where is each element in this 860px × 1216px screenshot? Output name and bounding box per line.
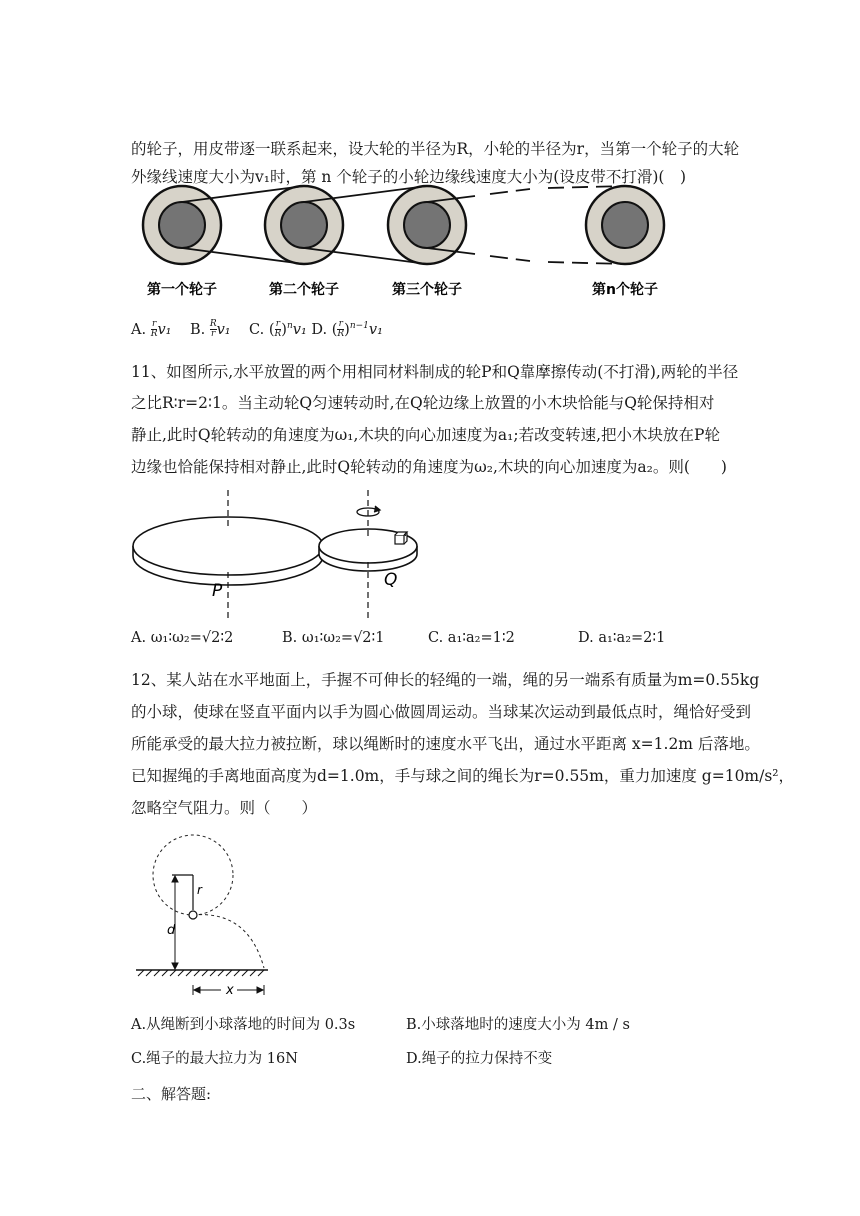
- label-x: x: [226, 983, 234, 998]
- q12-option-d: D.绳子的拉力保持不变: [406, 1051, 553, 1067]
- q11-option-d: D. a₁∶a₂=2∶1: [578, 630, 666, 646]
- projectile-path: [193, 915, 264, 968]
- q11-text-line4: 边缘也恰能保持相对静止,此时Q轮转动的角速度为ω₂,木块的向心加速度为a₂。则( ): [131, 458, 727, 476]
- q12-option-b: B.小球落地时的速度大小为 4m / s: [406, 1017, 630, 1033]
- q10-text-line2: 外缘线速度大小为v₁时，第 n 个轮子的小轮边缘线速度大小为(设皮带不打滑)( ): [131, 168, 686, 186]
- q11-text-line2: 之比R∶r=2∶1。当主动轮Q匀速转动时,在Q轮边缘上放置的小木块恰能与Q轮保持相对: [131, 394, 715, 412]
- q11-option-c: C. a₁∶a₂=1∶2: [428, 630, 515, 646]
- q12-text-line5: 忽略空气阻力。则（ ）: [131, 799, 318, 817]
- wheel-label-2: 第二个轮子: [269, 282, 339, 298]
- q11-text-line1: 11、如图所示,水平放置的两个用相同材料制成的轮P和Q靠摩擦传动(不打滑),两轮的半径: [131, 363, 739, 381]
- q10-wheels-figure: [130, 180, 690, 302]
- label-d: d: [167, 923, 176, 938]
- q10-option-a: A. $\frac{r}{R}$ v₁: [131, 319, 172, 339]
- q10-option-c: C. ( $\frac{r}{R}$ )$^n$v₁: [249, 319, 307, 339]
- q11-text-line3: 静止,此时Q轮转动的角速度为ω₁,木块的向心加速度为a₁;若改变转速,把小木块放在P轮: [131, 426, 720, 444]
- q12-option-a: A.从绳断到小球落地的时间为 0.3s: [131, 1017, 356, 1033]
- q12-text-line2: 的小球，使球在竖直平面内以手为圆心做圆周运动。当球某次运动到最低点时，绳恰好受到: [131, 703, 752, 721]
- ground: [136, 970, 268, 976]
- label-q: Q: [384, 570, 398, 590]
- wheel-label-3: 第三个轮子: [392, 282, 462, 298]
- q11-wheels-figure: [125, 490, 435, 620]
- q12-figure: [130, 830, 290, 1000]
- section-heading: 二、解答题:: [131, 1085, 212, 1103]
- q10-option-b: B. $\frac{R}{r}$ v₁: [189, 319, 231, 339]
- q10-options: [131, 320, 383, 339]
- q11-option-b: B. ω₁∶ω₂=√2∶1: [282, 630, 385, 646]
- q10-option-d: D. ( $\frac{r}{R}$ )$^{n-1}$v₁: [311, 319, 383, 339]
- q12-text-line4: 已知握绳的手离地面高度为d=1.0m，手与球之间的绳长为r=0.55m，重力加速度 g=10m/s²，: [131, 767, 795, 785]
- q12-option-c: C.绳子的最大拉力为 16N: [131, 1051, 298, 1067]
- wheel-label-n: 第n个轮子: [592, 282, 658, 298]
- wheel-label-1: 第一个轮子: [147, 282, 217, 298]
- ball: [189, 911, 197, 919]
- q10-text-line1: 的轮子，用皮带逐一联系起来，设大轮的半径为R，小轮的半径为r，当第一个轮子的大轮: [131, 140, 740, 158]
- label-r: r: [197, 883, 202, 897]
- label-p: P: [212, 581, 223, 601]
- q12-text-line1: 12、某人站在水平地面上，手握不可伸长的轻绳的一端，绳的另一端系有质量为m=0.55kg: [131, 671, 760, 689]
- q11-option-a: A. ω₁∶ω₂=√2∶2: [131, 630, 234, 646]
- wheel-n: [586, 186, 664, 264]
- q12-text-line3: 所能承受的最大拉力被拉断，球以绳断时的速度水平飞出，通过水平距离 x=1.2m 后落地。: [131, 735, 760, 753]
